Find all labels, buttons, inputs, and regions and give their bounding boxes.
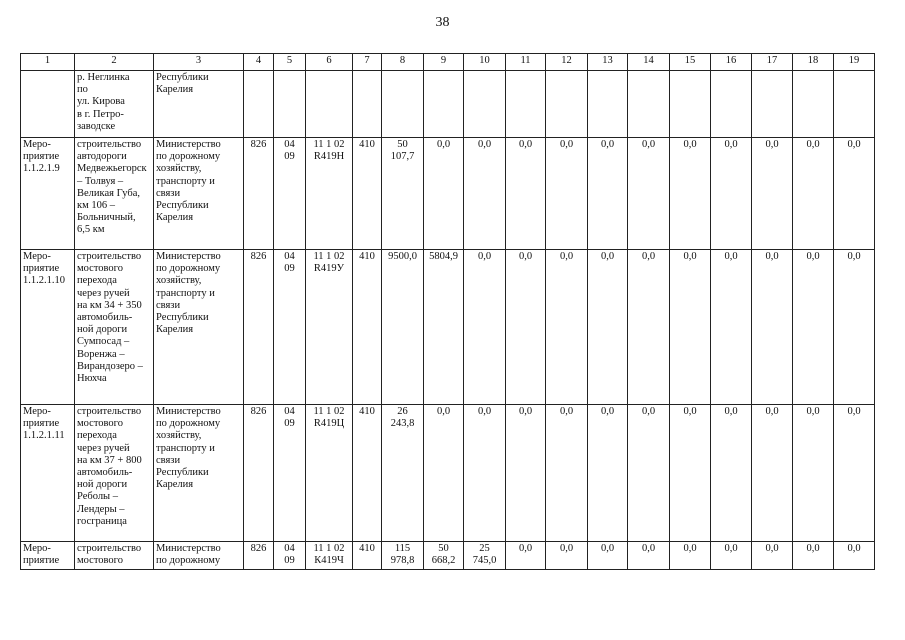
cell-text: 0,0 bbox=[765, 543, 779, 554]
cell-text: Меро- приятие bbox=[23, 543, 60, 567]
table-cell bbox=[306, 405, 353, 542]
cell-text: 0,0 bbox=[724, 251, 738, 262]
cell-text: р. Неглинка по ул. Кирова в г. Петро- заводске bbox=[77, 72, 130, 132]
table-cell bbox=[711, 71, 752, 138]
table-cell bbox=[588, 542, 628, 570]
table-cell bbox=[711, 542, 752, 570]
cell-text: 0,0 bbox=[559, 251, 574, 262]
table-cell bbox=[793, 71, 834, 138]
table-cell bbox=[382, 250, 424, 405]
budget-table bbox=[20, 53, 875, 570]
cell-text: 11 1 02 R419H bbox=[313, 139, 345, 163]
cell-text: 0,0 bbox=[683, 251, 697, 262]
cell-text: 0,0 bbox=[641, 543, 656, 554]
column-header-6: 6 bbox=[306, 54, 353, 71]
cell-text: 0,0 bbox=[477, 406, 492, 417]
column-header-15: 15 bbox=[670, 54, 711, 71]
column-header-2: 2 bbox=[75, 54, 154, 71]
table-cell bbox=[21, 542, 75, 570]
table-cell bbox=[670, 542, 711, 570]
table-cell bbox=[274, 405, 306, 542]
cell-text: 0,0 bbox=[724, 406, 738, 417]
table-cell bbox=[752, 542, 793, 570]
table-cell bbox=[752, 71, 793, 138]
column-header-13: 13 bbox=[588, 54, 628, 71]
table-cell bbox=[353, 71, 382, 138]
table-cell bbox=[382, 138, 424, 250]
table-cell bbox=[506, 71, 546, 138]
cell-text: 0,0 bbox=[641, 139, 656, 150]
page-number: 38 bbox=[435, 15, 450, 30]
cell-text: 50 107,7 bbox=[390, 139, 415, 163]
table-cell bbox=[628, 71, 670, 138]
cell-text: 0,0 bbox=[600, 139, 615, 150]
table-cell bbox=[75, 542, 154, 570]
table-cell bbox=[306, 71, 353, 138]
table-cell bbox=[244, 138, 274, 250]
cell-text: 0,0 bbox=[847, 543, 861, 554]
cell-text: Министерство по дорожному хозяйству, транспорту и связи Республики Карелия bbox=[156, 139, 221, 224]
table-cell bbox=[834, 250, 875, 405]
cell-text: 11 1 02 R419Ц bbox=[313, 406, 345, 430]
cell-text: 0,0 bbox=[559, 406, 574, 417]
table-cell bbox=[154, 71, 244, 138]
column-header-14: 14 bbox=[628, 54, 670, 71]
cell-text: 410 bbox=[359, 406, 375, 417]
table-cell bbox=[670, 405, 711, 542]
table-cell bbox=[834, 138, 875, 250]
cell-text: Министерство по дорожному хозяйству, транспорту и связи Республики Карелия bbox=[156, 251, 221, 336]
table-cell bbox=[546, 138, 588, 250]
cell-text: 11 1 02 К419Ч bbox=[313, 543, 345, 567]
table-cell bbox=[306, 542, 353, 570]
table-cell bbox=[382, 71, 424, 138]
cell-text: 0,0 bbox=[683, 406, 697, 417]
column-header-17: 17 bbox=[752, 54, 793, 71]
cell-text: 0,0 bbox=[641, 406, 656, 417]
cell-text: 04 09 bbox=[284, 543, 295, 567]
table-cell bbox=[670, 250, 711, 405]
table-cell bbox=[244, 542, 274, 570]
cell-text: 826 bbox=[250, 543, 267, 554]
table-cell bbox=[628, 405, 670, 542]
table-cell bbox=[628, 250, 670, 405]
table-cell bbox=[306, 250, 353, 405]
column-header-3: 3 bbox=[154, 54, 244, 71]
cell-text: 26 243,8 bbox=[390, 406, 415, 430]
cell-text: 0,0 bbox=[600, 406, 615, 417]
table-body bbox=[21, 71, 875, 570]
table-cell bbox=[21, 71, 75, 138]
cell-text: 0,0 bbox=[847, 139, 861, 150]
column-header-12: 12 bbox=[546, 54, 588, 71]
table-cell bbox=[711, 405, 752, 542]
cell-text: 0,0 bbox=[600, 543, 615, 554]
table-row-measure-1-1-2-1-9 bbox=[21, 138, 875, 250]
table-cell bbox=[424, 138, 464, 250]
table-cell bbox=[382, 542, 424, 570]
column-header-4: 4 bbox=[244, 54, 274, 71]
table-row-continuation-row bbox=[21, 71, 875, 138]
cell-text: 0,0 bbox=[806, 543, 820, 554]
table-cell bbox=[353, 250, 382, 405]
table-row-measure-1-1-2-1-11 bbox=[21, 405, 875, 542]
table-cell bbox=[464, 542, 506, 570]
table-cell bbox=[424, 405, 464, 542]
cell-text: 0,0 bbox=[436, 139, 451, 150]
cell-text: Меро- приятие 1.1.2.1.10 bbox=[23, 251, 65, 287]
table-cell bbox=[274, 250, 306, 405]
column-header-7: 7 bbox=[353, 54, 382, 71]
table-cell bbox=[546, 250, 588, 405]
table-cell bbox=[75, 71, 154, 138]
table-cell bbox=[464, 250, 506, 405]
cell-text: Меро- приятие 1.1.2.1.9 bbox=[23, 139, 60, 175]
table-cell bbox=[75, 250, 154, 405]
table-cell bbox=[244, 71, 274, 138]
column-header-11: 11 bbox=[506, 54, 546, 71]
cell-text: 0,0 bbox=[806, 139, 820, 150]
cell-text: 826 bbox=[250, 251, 267, 262]
cell-text: 0,0 bbox=[806, 406, 820, 417]
table-cell bbox=[382, 405, 424, 542]
table-row-measure-partial bbox=[21, 542, 875, 570]
cell-text: строительство мостового перехода через ручей на км 37 + 800 автомобиль- ной дороги Реболы – Лендеры – госграница bbox=[77, 406, 142, 527]
column-header-18: 18 bbox=[793, 54, 834, 71]
cell-text: 50 668,2 bbox=[431, 543, 456, 567]
table-cell bbox=[21, 405, 75, 542]
table-cell bbox=[793, 542, 834, 570]
cell-text: 410 bbox=[359, 543, 375, 554]
column-header-19: 19 bbox=[834, 54, 875, 71]
cell-text: 826 bbox=[250, 139, 267, 150]
cell-text: 0,0 bbox=[436, 406, 451, 417]
cell-text: 0,0 bbox=[559, 139, 574, 150]
table-cell bbox=[274, 138, 306, 250]
cell-text: 0,0 bbox=[518, 543, 533, 554]
cell-text: Республики Карелия bbox=[156, 72, 209, 96]
column-header-9: 9 bbox=[424, 54, 464, 71]
table-cell bbox=[588, 138, 628, 250]
table-cell bbox=[424, 542, 464, 570]
cell-text: 04 09 bbox=[284, 251, 295, 275]
table-cell bbox=[834, 542, 875, 570]
table-cell bbox=[793, 405, 834, 542]
cell-text: 0,0 bbox=[724, 139, 738, 150]
cell-text: 5804,9 bbox=[429, 251, 458, 262]
column-header-1: 1 bbox=[21, 54, 75, 71]
table-cell bbox=[75, 405, 154, 542]
table-cell bbox=[21, 138, 75, 250]
cell-text: 0,0 bbox=[724, 543, 738, 554]
cell-text: Меро- приятие 1.1.2.1.11 bbox=[23, 406, 65, 442]
table-cell bbox=[274, 71, 306, 138]
table-cell bbox=[274, 542, 306, 570]
table-cell bbox=[353, 138, 382, 250]
table-cell bbox=[628, 138, 670, 250]
table-cell bbox=[711, 250, 752, 405]
cell-text: 0,0 bbox=[559, 543, 574, 554]
table-header bbox=[21, 54, 875, 71]
table-cell bbox=[711, 138, 752, 250]
cell-text: Министерство по дорожному bbox=[156, 543, 221, 567]
cell-text: строительство автодороги Медвежьегорск – Толвуя – Великая Губа, км 106 – Больничный, 6,5 км bbox=[77, 139, 147, 236]
table-cell bbox=[353, 542, 382, 570]
table-cell bbox=[424, 250, 464, 405]
cell-text: 0,0 bbox=[683, 543, 697, 554]
table-cell bbox=[793, 250, 834, 405]
cell-text: 9500,0 bbox=[388, 251, 417, 262]
table-cell bbox=[752, 138, 793, 250]
table-cell bbox=[506, 250, 546, 405]
cell-text: строительство мостового bbox=[77, 543, 142, 567]
table-cell bbox=[506, 138, 546, 250]
column-header-10: 10 bbox=[464, 54, 506, 71]
table-cell bbox=[834, 71, 875, 138]
table-cell bbox=[464, 71, 506, 138]
cell-text: 0,0 bbox=[765, 139, 779, 150]
cell-text: 11 1 02 R419У bbox=[313, 251, 345, 275]
table-cell bbox=[506, 542, 546, 570]
table-cell bbox=[752, 250, 793, 405]
cell-text: 0,0 bbox=[477, 139, 492, 150]
cell-text: 0,0 bbox=[518, 406, 533, 417]
cell-text: 25 745,0 bbox=[472, 543, 497, 567]
table-cell bbox=[154, 405, 244, 542]
cell-text: 0,0 bbox=[806, 251, 820, 262]
cell-text: 410 bbox=[359, 251, 375, 262]
table-cell bbox=[834, 405, 875, 542]
table-cell bbox=[244, 405, 274, 542]
table-cell bbox=[154, 250, 244, 405]
table-cell bbox=[75, 138, 154, 250]
table-cell bbox=[464, 138, 506, 250]
cell-text: 0,0 bbox=[683, 139, 697, 150]
table-cell bbox=[628, 542, 670, 570]
table-cell bbox=[464, 405, 506, 542]
table-cell bbox=[588, 405, 628, 542]
table-cell bbox=[546, 542, 588, 570]
cell-text: 0,0 bbox=[847, 251, 861, 262]
table-cell bbox=[546, 71, 588, 138]
table-cell bbox=[424, 71, 464, 138]
table-cell bbox=[588, 250, 628, 405]
cell-text: 0,0 bbox=[765, 251, 779, 262]
cell-text: 04 09 bbox=[284, 139, 295, 163]
column-header-16: 16 bbox=[711, 54, 752, 71]
cell-text: 0,0 bbox=[765, 406, 779, 417]
table-cell bbox=[506, 405, 546, 542]
cell-text: 0,0 bbox=[847, 406, 861, 417]
table-cell bbox=[244, 250, 274, 405]
table-cell bbox=[306, 138, 353, 250]
column-header-8: 8 bbox=[382, 54, 424, 71]
cell-text: строительство мостового перехода через ручей на км 34 + 350 автомобиль- ной дороги Сумпосад – Воренжа – Вирандозеро – Нюхча bbox=[77, 251, 143, 385]
cell-text: 04 09 bbox=[284, 406, 295, 430]
cell-text: 0,0 bbox=[477, 251, 492, 262]
cell-text: 0,0 bbox=[518, 139, 533, 150]
table-cell bbox=[154, 138, 244, 250]
cell-text: 826 bbox=[250, 406, 267, 417]
column-header-5: 5 bbox=[274, 54, 306, 71]
table-cell bbox=[752, 405, 793, 542]
cell-text: 115 978,8 bbox=[390, 543, 415, 567]
cell-text: Министерство по дорожному хозяйству, транспорту и связи Республики Карелия bbox=[156, 406, 221, 491]
table-cell bbox=[793, 138, 834, 250]
table-cell bbox=[670, 71, 711, 138]
table-row-measure-1-1-2-1-10 bbox=[21, 250, 875, 405]
header-row bbox=[21, 54, 875, 71]
cell-text: 0,0 bbox=[641, 251, 656, 262]
table-cell bbox=[21, 250, 75, 405]
cell-text: 410 bbox=[359, 139, 375, 150]
table-cell bbox=[154, 542, 244, 570]
cell-text: 0,0 bbox=[600, 251, 615, 262]
table-cell bbox=[353, 405, 382, 542]
table-cell bbox=[670, 138, 711, 250]
cell-text: 0,0 bbox=[518, 251, 533, 262]
table-cell bbox=[546, 405, 588, 542]
table-cell bbox=[588, 71, 628, 138]
